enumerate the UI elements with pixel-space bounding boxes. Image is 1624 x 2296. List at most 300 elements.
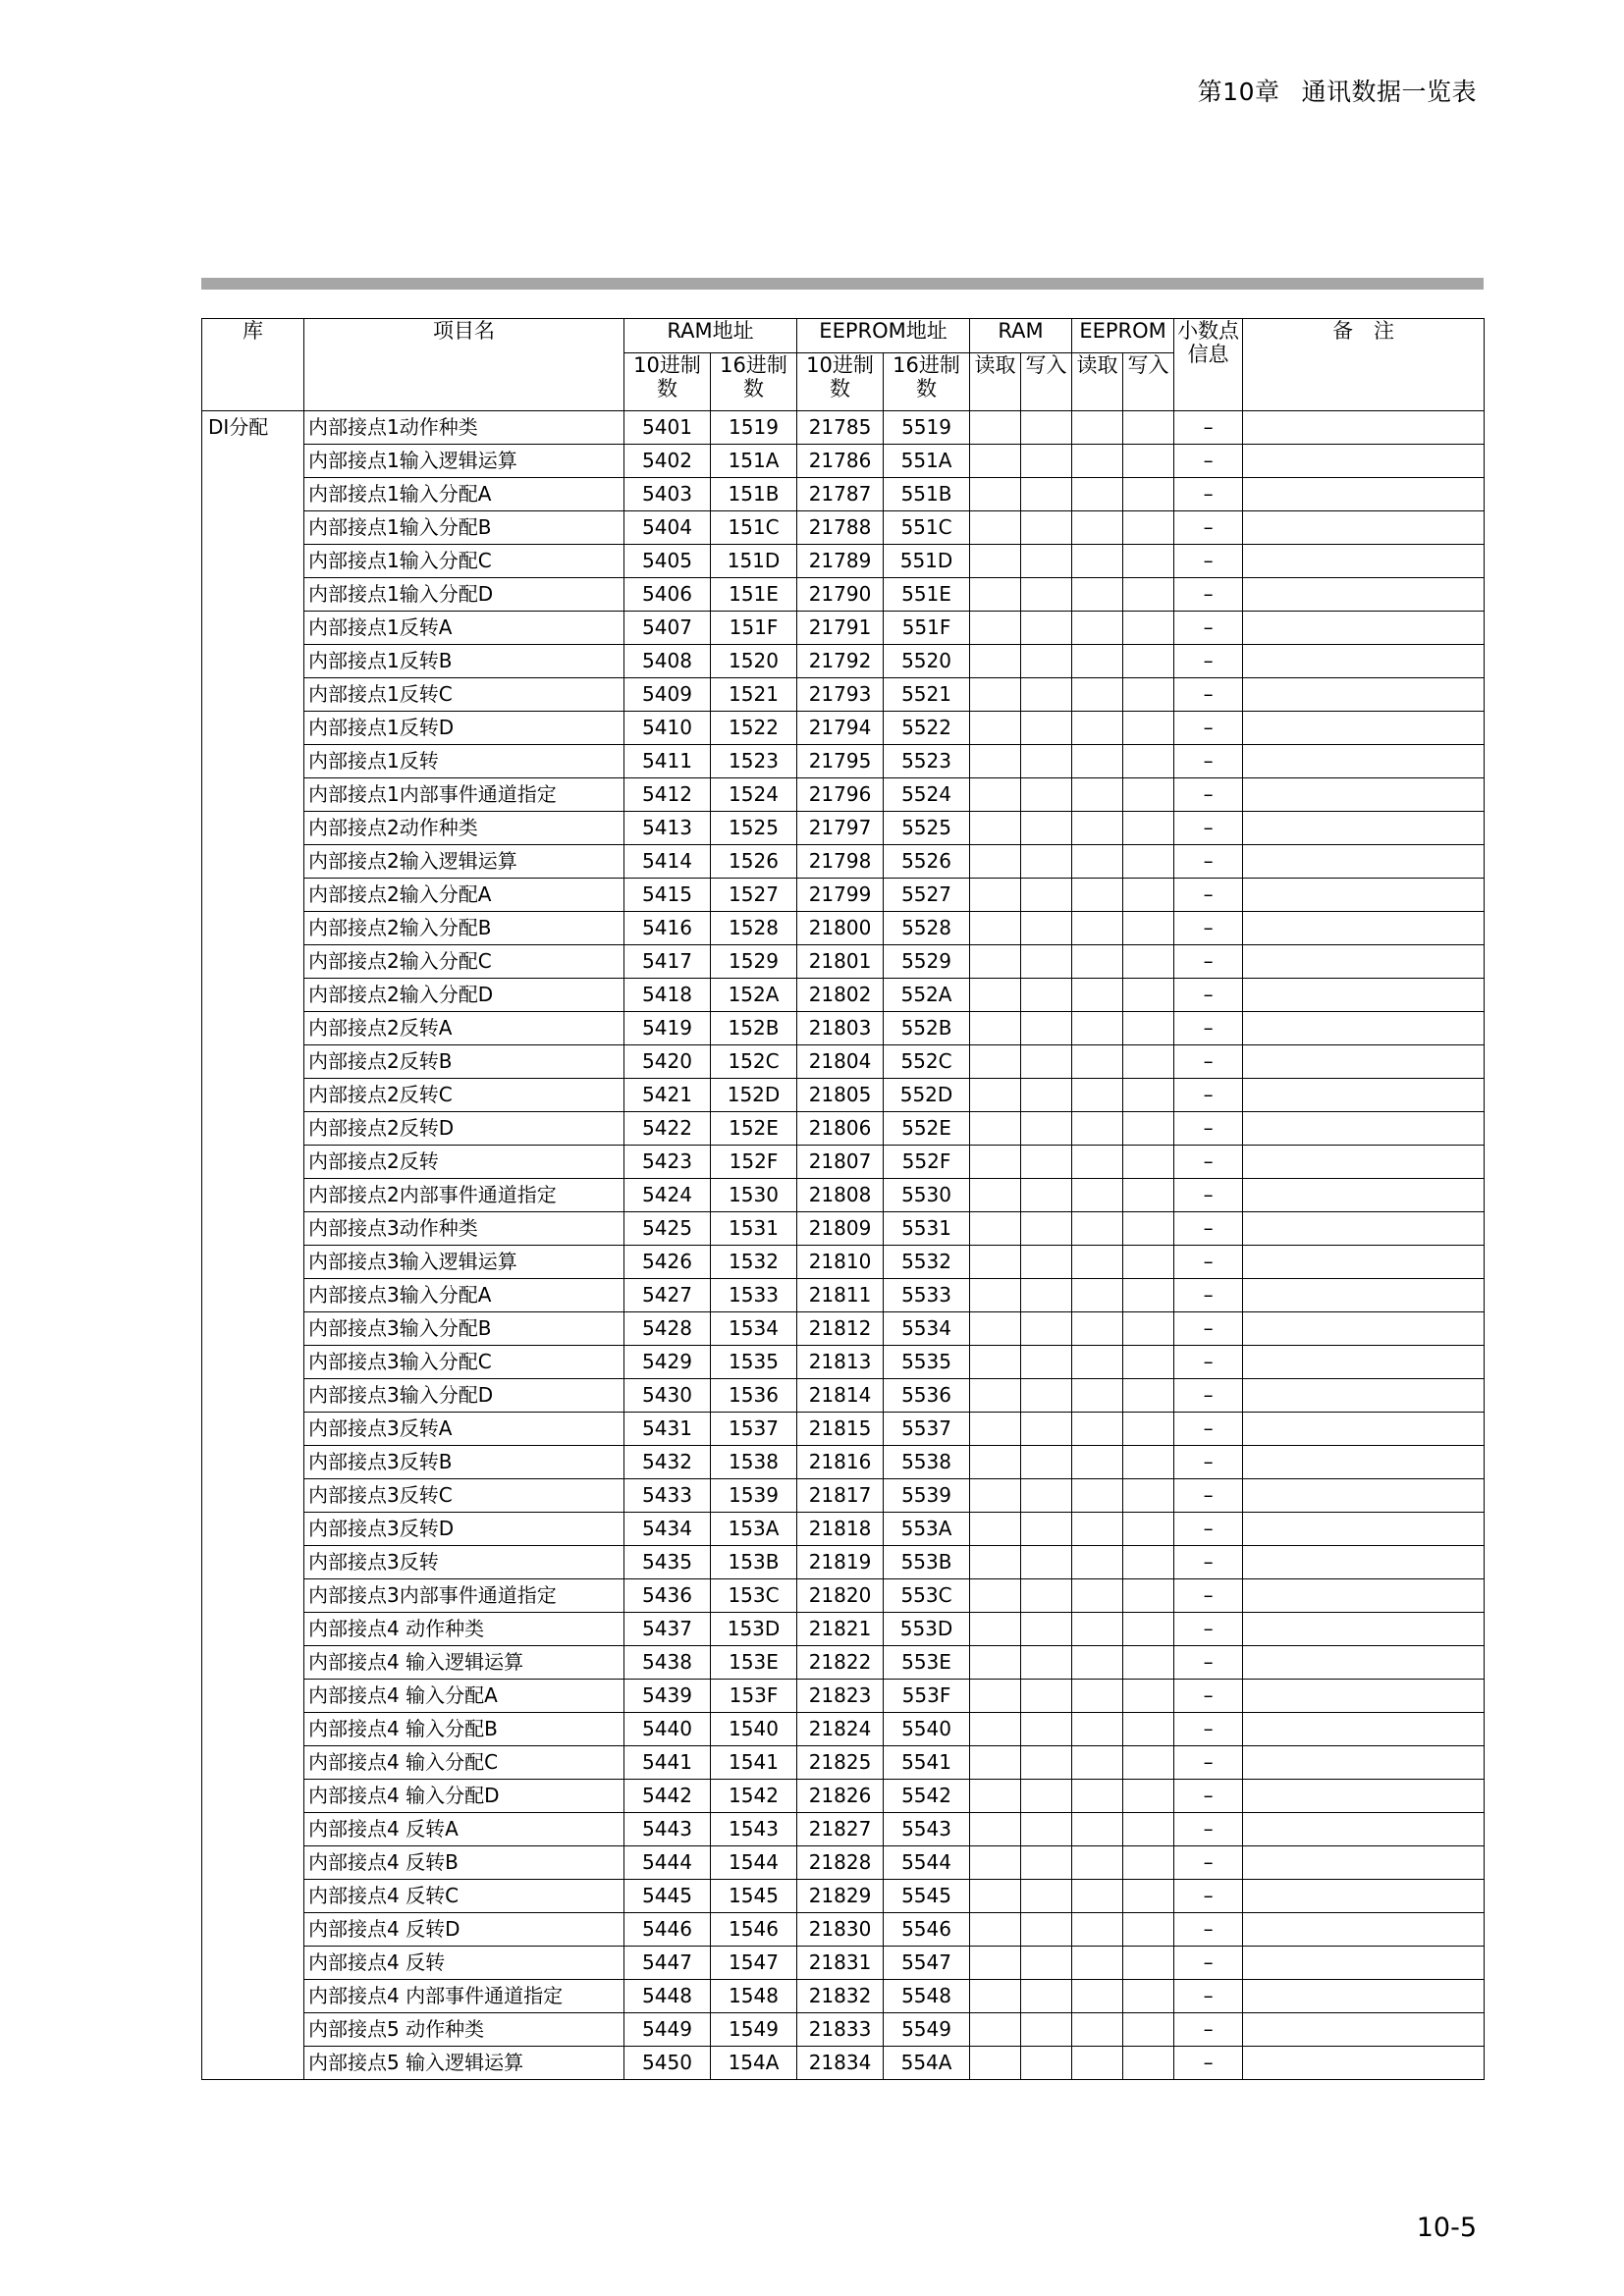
table-row	[202, 979, 1485, 1012]
eeprom-dec-cell: 21826	[797, 1780, 884, 1813]
item-name-cell: 内部接点3输入逻辑运算	[304, 1246, 624, 1279]
remarks-cell	[1243, 778, 1485, 812]
ram-write-cell	[1021, 1780, 1072, 1813]
table-row	[202, 1379, 1485, 1413]
eeprom-write-cell	[1123, 1346, 1174, 1379]
remarks-cell	[1243, 845, 1485, 879]
eeprom-hex-cell: 5536	[884, 1379, 970, 1413]
eeprom-dec-cell: 21794	[797, 712, 884, 745]
ram-hex-cell: 152A	[711, 979, 797, 1012]
item-name-cell: 内部接点3反转A	[304, 1413, 624, 1446]
col-library: 库	[202, 319, 304, 411]
eeprom-dec-cell: 21829	[797, 1880, 884, 1913]
ram-write-cell	[1021, 1112, 1072, 1146]
ram-write-cell	[1021, 1279, 1072, 1312]
remarks-cell	[1243, 445, 1485, 478]
eeprom-dec-cell: 21808	[797, 1179, 884, 1212]
eeprom-write-cell	[1123, 1246, 1174, 1279]
eeprom-hex-cell: 5527	[884, 879, 970, 912]
eeprom-dec-cell: 21823	[797, 1680, 884, 1713]
ram-dec-cell: 5428	[624, 1312, 711, 1346]
ram-write-cell	[1021, 1179, 1072, 1212]
decimal-info-cell: –	[1174, 1312, 1243, 1346]
item-name-cell: 内部接点1输入分配D	[304, 578, 624, 612]
ram-hex-cell: 1540	[711, 1713, 797, 1746]
ram-write-cell	[1021, 1479, 1072, 1513]
table-row	[202, 1713, 1485, 1746]
table-row	[202, 845, 1485, 879]
eeprom-read-cell	[1072, 445, 1123, 478]
ram-read-cell	[970, 645, 1021, 678]
eeprom-read-cell	[1072, 1012, 1123, 1045]
ram-write-cell	[1021, 778, 1072, 812]
ram-write-cell	[1021, 912, 1072, 945]
eeprom-dec-cell: 21816	[797, 1446, 884, 1479]
eeprom-read-cell	[1072, 1379, 1123, 1413]
eeprom-hex-cell: 552E	[884, 1112, 970, 1146]
table-row	[202, 812, 1485, 845]
ram-hex-cell: 1522	[711, 712, 797, 745]
eeprom-dec-cell: 21798	[797, 845, 884, 879]
table-row	[202, 678, 1485, 712]
eeprom-hex-cell: 5519	[884, 411, 970, 445]
ram-read-cell	[970, 879, 1021, 912]
ram-read-cell	[970, 1079, 1021, 1112]
eeprom-read-cell	[1072, 1212, 1123, 1246]
remarks-cell	[1243, 1413, 1485, 1446]
remarks-cell	[1243, 712, 1485, 745]
decimal-info-cell: –	[1174, 979, 1243, 1012]
ram-read-cell	[970, 1246, 1021, 1279]
col-decimal-info: 小数点信息	[1174, 319, 1243, 411]
eeprom-dec-cell: 21790	[797, 578, 884, 612]
eeprom-dec-cell: 21832	[797, 1980, 884, 2013]
eeprom-dec-cell: 21785	[797, 411, 884, 445]
ram-hex-cell: 1541	[711, 1746, 797, 1780]
eeprom-dec-cell: 21815	[797, 1413, 884, 1446]
table-row	[202, 1980, 1485, 2013]
eeprom-hex-cell: 5546	[884, 1913, 970, 1947]
ram-read-cell	[970, 478, 1021, 511]
eeprom-read-cell	[1072, 612, 1123, 645]
eeprom-write-cell	[1123, 845, 1174, 879]
ram-hex-cell: 1520	[711, 645, 797, 678]
ram-read-cell	[970, 1813, 1021, 1846]
decimal-info-cell: –	[1174, 1813, 1243, 1846]
eeprom-hex-cell: 551C	[884, 511, 970, 545]
ram-hex-cell: 1548	[711, 1980, 797, 2013]
remarks-cell	[1243, 1579, 1485, 1613]
eeprom-hex-cell: 551F	[884, 612, 970, 645]
decimal-info-cell: –	[1174, 1913, 1243, 1947]
eeprom-read-cell	[1072, 1446, 1123, 1479]
decimal-info-cell: –	[1174, 1646, 1243, 1680]
eeprom-write-cell	[1123, 445, 1174, 478]
remarks-cell	[1243, 945, 1485, 979]
eeprom-dec-cell: 21801	[797, 945, 884, 979]
ram-read-cell	[970, 545, 1021, 578]
item-name-cell: 内部接点2输入分配B	[304, 912, 624, 945]
eeprom-hex-cell: 5531	[884, 1212, 970, 1246]
item-name-cell: 内部接点1动作种类	[304, 411, 624, 445]
eeprom-dec-cell: 21787	[797, 478, 884, 511]
decimal-info-cell: –	[1174, 778, 1243, 812]
eeprom-hex-cell: 5535	[884, 1346, 970, 1379]
table-row	[202, 1312, 1485, 1346]
eeprom-hex-cell: 553F	[884, 1680, 970, 1713]
decimal-info-cell: –	[1174, 1279, 1243, 1312]
eeprom-dec-cell: 21820	[797, 1579, 884, 1613]
eeprom-write-cell	[1123, 1045, 1174, 1079]
remarks-cell	[1243, 545, 1485, 578]
remarks-cell	[1243, 1312, 1485, 1346]
ram-dec-cell: 5427	[624, 1279, 711, 1312]
ram-write-cell	[1021, 1312, 1072, 1346]
eeprom-dec-cell: 21819	[797, 1546, 884, 1579]
eeprom-hex-cell: 5547	[884, 1947, 970, 1980]
eeprom-hex-cell: 551B	[884, 478, 970, 511]
eeprom-hex-cell: 553A	[884, 1513, 970, 1546]
ram-dec-cell: 5424	[624, 1179, 711, 1212]
decimal-info-cell: –	[1174, 411, 1243, 445]
eeprom-hex-cell: 5529	[884, 945, 970, 979]
ram-hex-cell: 1545	[711, 1880, 797, 1913]
remarks-cell	[1243, 1880, 1485, 1913]
ram-hex-cell: 1530	[711, 1179, 797, 1212]
item-name-cell: 内部接点3反转B	[304, 1446, 624, 1479]
ram-read-cell	[970, 678, 1021, 712]
ram-write-cell	[1021, 945, 1072, 979]
item-name-cell: 内部接点3反转	[304, 1546, 624, 1579]
decimal-info-cell: –	[1174, 1613, 1243, 1646]
remarks-cell	[1243, 1846, 1485, 1880]
remarks-cell	[1243, 1947, 1485, 1980]
eeprom-dec-cell: 21822	[797, 1646, 884, 1680]
ram-read-cell	[970, 1546, 1021, 1579]
eeprom-hex-cell: 5545	[884, 1880, 970, 1913]
ram-dec-cell: 5438	[624, 1646, 711, 1680]
eeprom-read-cell	[1072, 812, 1123, 845]
eeprom-hex-cell: 5525	[884, 812, 970, 845]
ram-hex-cell: 1529	[711, 945, 797, 979]
ram-read-cell	[970, 1947, 1021, 1980]
decimal-info-cell: –	[1174, 1579, 1243, 1613]
ram-write-cell	[1021, 1246, 1072, 1279]
chapter-title: 通讯数据一览表	[1301, 78, 1477, 106]
ram-read-cell	[970, 1146, 1021, 1179]
item-name-cell: 内部接点3输入分配C	[304, 1346, 624, 1379]
ram-read-cell	[970, 1680, 1021, 1713]
eeprom-write-cell	[1123, 1112, 1174, 1146]
ram-read-cell	[970, 1112, 1021, 1146]
eeprom-dec-cell: 21804	[797, 1045, 884, 1079]
ram-dec-cell: 5441	[624, 1746, 711, 1780]
ram-dec-cell: 5405	[624, 545, 711, 578]
table-row	[202, 578, 1485, 612]
ram-hex-cell: 153A	[711, 1513, 797, 1546]
eeprom-read-cell	[1072, 778, 1123, 812]
decimal-info-cell: –	[1174, 2013, 1243, 2047]
header-rule	[201, 278, 1484, 290]
ram-dec-cell: 5447	[624, 1947, 711, 1980]
ram-read-cell	[970, 1613, 1021, 1646]
eeprom-read-cell	[1072, 1680, 1123, 1713]
item-name-cell: 内部接点1反转B	[304, 645, 624, 678]
eeprom-dec-cell: 21802	[797, 979, 884, 1012]
eeprom-hex-cell: 5537	[884, 1413, 970, 1446]
decimal-info-cell: –	[1174, 1112, 1243, 1146]
eeprom-hex-cell: 5538	[884, 1446, 970, 1479]
col-ram-write: 写入	[1021, 353, 1072, 411]
item-name-cell: 内部接点2反转	[304, 1146, 624, 1179]
remarks-cell	[1243, 1446, 1485, 1479]
decimal-info-cell: –	[1174, 1045, 1243, 1079]
eeprom-dec-cell: 21793	[797, 678, 884, 712]
table-row	[202, 2013, 1485, 2047]
col-item-name: 项目名	[304, 319, 624, 411]
ram-hex-cell: 152C	[711, 1045, 797, 1079]
ram-write-cell	[1021, 1646, 1072, 1680]
chapter-header	[1198, 73, 1477, 108]
eeprom-write-cell	[1123, 645, 1174, 678]
eeprom-dec-cell: 21795	[797, 745, 884, 778]
eeprom-dec-cell: 21817	[797, 1479, 884, 1513]
item-name-cell: 内部接点2反转B	[304, 1045, 624, 1079]
eeprom-hex-cell: 552C	[884, 1045, 970, 1079]
eeprom-write-cell	[1123, 1513, 1174, 1546]
item-name-cell: 内部接点4 输入分配A	[304, 1680, 624, 1713]
ram-read-cell	[970, 1980, 1021, 2013]
eeprom-read-cell	[1072, 1513, 1123, 1546]
ram-read-cell	[970, 778, 1021, 812]
remarks-cell	[1243, 1479, 1485, 1513]
ram-hex-cell: 1539	[711, 1479, 797, 1513]
table-row	[202, 1947, 1485, 1980]
decimal-info-cell: –	[1174, 1947, 1243, 1980]
remarks-cell	[1243, 1746, 1485, 1780]
decimal-info-cell: –	[1174, 545, 1243, 578]
table-row	[202, 645, 1485, 678]
ram-hex-cell: 1542	[711, 1780, 797, 1813]
eeprom-write-cell	[1123, 712, 1174, 745]
eeprom-write-cell	[1123, 1312, 1174, 1346]
item-name-cell: 内部接点2输入分配A	[304, 879, 624, 912]
eeprom-read-cell	[1072, 2047, 1123, 2080]
eeprom-read-cell	[1072, 411, 1123, 445]
decimal-info-cell: –	[1174, 1479, 1243, 1513]
table-row	[202, 1579, 1485, 1613]
decimal-info-cell: –	[1174, 1546, 1243, 1579]
remarks-cell	[1243, 1212, 1485, 1246]
ram-write-cell	[1021, 1613, 1072, 1646]
ram-dec-cell: 5436	[624, 1579, 711, 1613]
eeprom-write-cell	[1123, 1613, 1174, 1646]
ram-hex-cell: 1523	[711, 745, 797, 778]
eeprom-write-cell	[1123, 1880, 1174, 1913]
decimal-info-cell: –	[1174, 1980, 1243, 2013]
ram-write-cell	[1021, 411, 1072, 445]
eeprom-write-cell	[1123, 545, 1174, 578]
decimal-info-cell: –	[1174, 712, 1243, 745]
col-ram-dec: 10进制数	[624, 353, 711, 411]
table-row	[202, 2047, 1485, 2080]
ram-write-cell	[1021, 1813, 1072, 1846]
eeprom-dec-cell: 21803	[797, 1012, 884, 1045]
ram-hex-cell: 153E	[711, 1646, 797, 1680]
eeprom-dec-cell: 21833	[797, 2013, 884, 2047]
table-row	[202, 1146, 1485, 1179]
eeprom-dec-cell: 21789	[797, 545, 884, 578]
ram-read-cell	[970, 745, 1021, 778]
item-name-cell: 内部接点4 输入逻辑运算	[304, 1646, 624, 1680]
table-row	[202, 478, 1485, 511]
remarks-cell	[1243, 1012, 1485, 1045]
remarks-cell	[1243, 1379, 1485, 1413]
table-row	[202, 1346, 1485, 1379]
decimal-info-cell: –	[1174, 1780, 1243, 1813]
ram-dec-cell: 5446	[624, 1913, 711, 1947]
decimal-info-cell: –	[1174, 1212, 1243, 1246]
eeprom-hex-cell: 5530	[884, 1179, 970, 1212]
eeprom-hex-cell: 5521	[884, 678, 970, 712]
item-name-cell: 内部接点2反转D	[304, 1112, 624, 1146]
item-name-cell: 内部接点4 反转C	[304, 1880, 624, 1913]
ram-hex-cell: 153F	[711, 1680, 797, 1713]
ram-dec-cell: 5433	[624, 1479, 711, 1513]
ram-dec-cell: 5420	[624, 1045, 711, 1079]
remarks-cell	[1243, 1045, 1485, 1079]
ram-write-cell	[1021, 1079, 1072, 1112]
remarks-cell	[1243, 1346, 1485, 1379]
decimal-info-cell: –	[1174, 1346, 1243, 1379]
ram-read-cell	[970, 1579, 1021, 1613]
ram-write-cell	[1021, 745, 1072, 778]
eeprom-read-cell	[1072, 1579, 1123, 1613]
ram-write-cell	[1021, 1846, 1072, 1880]
item-name-cell: 内部接点1输入分配C	[304, 545, 624, 578]
chapter-number: 第10章	[1197, 78, 1280, 106]
ram-hex-cell: 151B	[711, 478, 797, 511]
ram-hex-cell: 1535	[711, 1346, 797, 1379]
col-remarks: 备 注	[1243, 319, 1485, 411]
eeprom-read-cell	[1072, 1079, 1123, 1112]
eeprom-read-cell	[1072, 578, 1123, 612]
item-name-cell: 内部接点1反转D	[304, 712, 624, 745]
eeprom-write-cell	[1123, 1079, 1174, 1112]
eeprom-dec-cell: 21791	[797, 612, 884, 645]
eeprom-read-cell	[1072, 1646, 1123, 1680]
item-name-cell: 内部接点2反转C	[304, 1079, 624, 1112]
ram-hex-cell: 1546	[711, 1913, 797, 1947]
eeprom-write-cell	[1123, 1479, 1174, 1513]
table-row	[202, 411, 1485, 445]
eeprom-write-cell	[1123, 879, 1174, 912]
ram-dec-cell: 5435	[624, 1546, 711, 1579]
decimal-info-cell: –	[1174, 578, 1243, 612]
eeprom-write-cell	[1123, 1713, 1174, 1746]
item-name-cell: 内部接点1输入分配B	[304, 511, 624, 545]
remarks-cell	[1243, 1713, 1485, 1746]
eeprom-read-cell	[1072, 1045, 1123, 1079]
ram-dec-cell: 5414	[624, 845, 711, 879]
eeprom-dec-cell: 21799	[797, 879, 884, 912]
ram-read-cell	[970, 1713, 1021, 1746]
table-row	[202, 1479, 1485, 1513]
ram-read-cell	[970, 1312, 1021, 1346]
ram-hex-cell: 1537	[711, 1413, 797, 1446]
ram-read-cell	[970, 445, 1021, 478]
ram-read-cell	[970, 979, 1021, 1012]
eeprom-write-cell	[1123, 411, 1174, 445]
eeprom-write-cell	[1123, 1212, 1174, 1246]
remarks-cell	[1243, 1813, 1485, 1846]
decimal-info-cell: –	[1174, 678, 1243, 712]
ram-dec-cell: 5442	[624, 1780, 711, 1813]
ram-hex-cell: 1544	[711, 1846, 797, 1880]
eeprom-hex-cell: 554A	[884, 2047, 970, 2080]
ram-dec-cell: 5432	[624, 1446, 711, 1479]
eeprom-hex-cell: 552A	[884, 979, 970, 1012]
decimal-info-cell: –	[1174, 478, 1243, 511]
eeprom-dec-cell: 21834	[797, 2047, 884, 2080]
eeprom-hex-cell: 551A	[884, 445, 970, 478]
eeprom-read-cell	[1072, 1780, 1123, 1813]
ram-read-cell	[970, 1513, 1021, 1546]
eeprom-read-cell	[1072, 1713, 1123, 1746]
eeprom-write-cell	[1123, 812, 1174, 845]
table-row	[202, 1279, 1485, 1312]
eeprom-hex-cell: 553C	[884, 1579, 970, 1613]
ram-hex-cell: 1527	[711, 879, 797, 912]
eeprom-hex-cell: 5526	[884, 845, 970, 879]
item-name-cell: 内部接点5 动作种类	[304, 2013, 624, 2047]
remarks-cell	[1243, 1546, 1485, 1579]
eeprom-write-cell	[1123, 1746, 1174, 1780]
remarks-cell	[1243, 1146, 1485, 1179]
ram-write-cell	[1021, 511, 1072, 545]
ram-read-cell	[970, 1780, 1021, 1813]
ram-dec-cell: 5407	[624, 612, 711, 645]
item-name-cell: 内部接点1反转A	[304, 612, 624, 645]
ram-dec-cell: 5437	[624, 1613, 711, 1646]
eeprom-read-cell	[1072, 745, 1123, 778]
eeprom-read-cell	[1072, 1479, 1123, 1513]
decimal-info-cell: –	[1174, 945, 1243, 979]
ram-hex-cell: 151F	[711, 612, 797, 645]
ram-write-cell	[1021, 1146, 1072, 1179]
remarks-cell	[1243, 912, 1485, 945]
table-row	[202, 1780, 1485, 1813]
table-row	[202, 1079, 1485, 1112]
ram-read-cell	[970, 945, 1021, 979]
eeprom-hex-cell: 553B	[884, 1546, 970, 1579]
col-eeprom-read: 读取	[1072, 353, 1123, 411]
ram-dec-cell: 5404	[624, 511, 711, 545]
eeprom-write-cell	[1123, 1680, 1174, 1713]
ram-dec-cell: 5417	[624, 945, 711, 979]
ram-hex-cell: 1538	[711, 1446, 797, 1479]
eeprom-dec-cell: 21828	[797, 1846, 884, 1880]
remarks-cell	[1243, 578, 1485, 612]
table-row	[202, 1680, 1485, 1713]
ram-read-cell	[970, 411, 1021, 445]
item-name-cell: 内部接点3输入分配B	[304, 1312, 624, 1346]
col-ram-hex: 16进制数	[711, 353, 797, 411]
remarks-cell	[1243, 1913, 1485, 1947]
eeprom-read-cell	[1072, 1546, 1123, 1579]
eeprom-dec-cell: 21792	[797, 645, 884, 678]
eeprom-dec-cell: 21805	[797, 1079, 884, 1112]
